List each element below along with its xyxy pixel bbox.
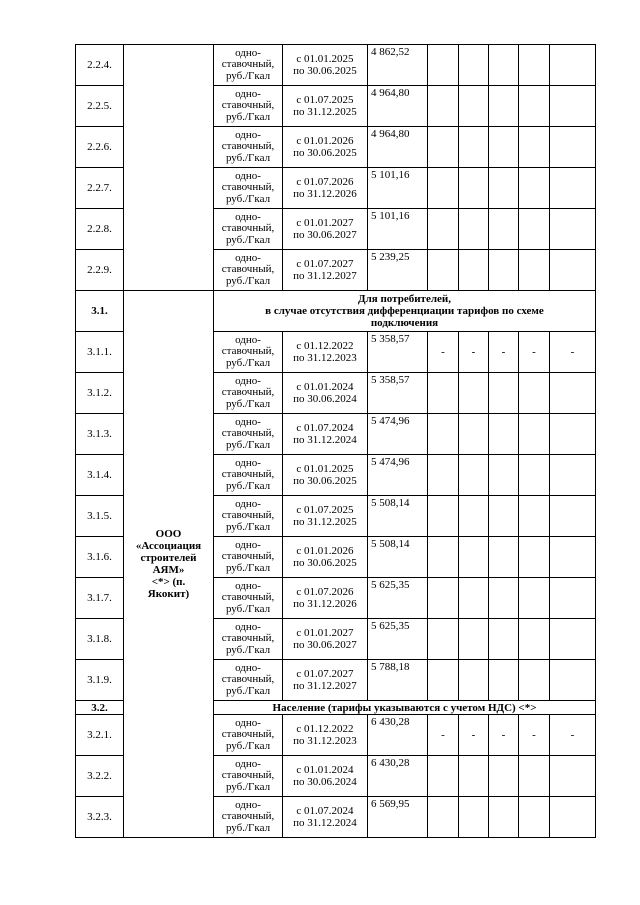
tariff-value: 5 101,16 — [368, 209, 428, 250]
extra-tariff-cell — [489, 660, 519, 701]
extra-tariff-cell — [428, 86, 459, 127]
period-to: по 31.12.2027 — [293, 680, 357, 692]
row-number: 3.1.2. — [76, 373, 124, 414]
tariff-type-text: одно-ставочный, руб./Гкал — [221, 798, 275, 834]
organization-name-line: Якокит) — [147, 588, 190, 600]
tariff-value: 5 788,18 — [368, 660, 428, 701]
section-number: 3.2. — [76, 701, 124, 715]
validity-period — [283, 496, 368, 537]
row-number: 3.1.9. — [76, 660, 124, 701]
period-to: по 30.06.2024 — [293, 776, 357, 788]
extra-tariff-cell — [489, 578, 519, 619]
extra-tariff-cell — [459, 496, 489, 537]
extra-tariff-cell — [459, 537, 489, 578]
tariff-type-text: одно-ставочный, руб./Гкал — [221, 46, 275, 82]
validity-period — [283, 455, 368, 496]
extra-tariff-cell: - — [459, 715, 489, 756]
period-from: с 01.12.2022 — [296, 723, 354, 735]
tariff-value: 5 358,57 — [368, 332, 428, 373]
row-number: 2.2.4. — [76, 45, 124, 86]
period-from: с 01.12.2022 — [296, 340, 354, 352]
extra-tariff-cell — [519, 537, 550, 578]
period-to: по 31.12.2026 — [293, 598, 357, 610]
period-to: по 31.12.2023 — [293, 735, 357, 747]
period-to: по 31.12.2024 — [293, 817, 357, 829]
period-from: с 01.01.2024 — [296, 764, 354, 776]
period-to: по 30.06.2027 — [293, 639, 357, 651]
period-from: с 01.07.2024 — [296, 422, 354, 434]
extra-tariff-cell — [489, 496, 519, 537]
tariff-type-text: одно-ставочный, руб./Гкал — [221, 757, 275, 793]
validity-period — [283, 619, 368, 660]
validity-period — [283, 127, 368, 168]
extra-tariff-cell: - — [550, 332, 596, 373]
extra-tariff-cell — [428, 168, 459, 209]
extra-tariff-cell — [550, 756, 596, 797]
extra-tariff-cell — [550, 619, 596, 660]
period-from: с 01.07.2027 — [296, 258, 354, 270]
period-from: с 01.07.2026 — [296, 176, 354, 188]
tariff-value: 6 430,28 — [368, 756, 428, 797]
period-from: с 01.07.2027 — [296, 668, 354, 680]
extra-tariff-cell — [428, 619, 459, 660]
extra-tariff-cell — [459, 168, 489, 209]
validity-period — [283, 209, 368, 250]
validity-period — [283, 373, 368, 414]
period-from: с 01.07.2025 — [296, 94, 354, 106]
extra-tariff-cell: - — [519, 715, 550, 756]
extra-tariff-cell — [489, 756, 519, 797]
tariff-type — [214, 660, 283, 701]
validity-period — [283, 45, 368, 86]
tariff-table — [75, 44, 596, 838]
validity-period — [283, 715, 368, 756]
tariff-type-text: одно-ставочный, руб./Гкал — [221, 210, 275, 246]
extra-tariff-cell — [428, 756, 459, 797]
extra-tariff-cell — [489, 250, 519, 291]
extra-tariff-cell — [519, 250, 550, 291]
extra-tariff-cell — [428, 127, 459, 168]
tariff-type — [214, 496, 283, 537]
extra-tariff-cell — [459, 797, 489, 838]
extra-tariff-cell — [550, 537, 596, 578]
extra-tariff-cell — [519, 455, 550, 496]
row-number: 2.2.7. — [76, 168, 124, 209]
validity-period — [283, 537, 368, 578]
extra-tariff-cell — [459, 619, 489, 660]
row-number: 2.2.6. — [76, 127, 124, 168]
extra-tariff-cell — [519, 619, 550, 660]
section-heading-line: Для потребителей, — [358, 293, 451, 305]
extra-tariff-cell — [519, 373, 550, 414]
row-number: 3.1.8. — [76, 619, 124, 660]
tariff-type — [214, 578, 283, 619]
extra-tariff-cell — [489, 127, 519, 168]
extra-tariff-cell — [519, 86, 550, 127]
organization-cell-empty — [124, 45, 214, 291]
period-from: с 01.01.2024 — [296, 381, 354, 393]
extra-tariff-cell: - — [489, 715, 519, 756]
extra-tariff-cell: - — [550, 715, 596, 756]
tariff-value: 5 474,96 — [368, 414, 428, 455]
tariff-type-text: одно-ставочный, руб./Гкал — [221, 497, 275, 533]
extra-tariff-cell — [428, 660, 459, 701]
tariff-type — [214, 537, 283, 578]
extra-tariff-cell — [550, 578, 596, 619]
period-to: по 30.06.2025 — [293, 475, 357, 487]
tariff-type-text: одно-ставочный, руб./Гкал — [221, 333, 275, 369]
extra-tariff-cell: - — [428, 332, 459, 373]
tariff-value: 5 101,16 — [368, 168, 428, 209]
row-number: 3.1.5. — [76, 496, 124, 537]
extra-tariff-cell — [428, 496, 459, 537]
extra-tariff-cell: - — [428, 715, 459, 756]
tariff-type-text: одно-ставочный, руб./Гкал — [221, 620, 275, 656]
tariff-value: 5 474,96 — [368, 455, 428, 496]
tariff-value: 5 625,35 — [368, 619, 428, 660]
extra-tariff-cell — [428, 578, 459, 619]
extra-tariff-cell — [550, 209, 596, 250]
tariff-value: 5 625,35 — [368, 578, 428, 619]
extra-tariff-cell — [550, 45, 596, 86]
row-number: 3.2.1. — [76, 715, 124, 756]
tariff-value: 6 430,28 — [368, 715, 428, 756]
extra-tariff-cell: - — [459, 332, 489, 373]
period-from: с 01.01.2025 — [296, 463, 354, 475]
extra-tariff-cell — [428, 414, 459, 455]
extra-tariff-cell — [489, 537, 519, 578]
extra-tariff-cell — [489, 209, 519, 250]
extra-tariff-cell — [459, 660, 489, 701]
period-to: по 30.06.2025 — [293, 557, 357, 569]
section-heading-line: в случае отсутствия дифференциации тарифов по схеме — [265, 305, 544, 317]
period-from: с 01.01.2026 — [296, 135, 354, 147]
section-heading-line: подключения — [370, 317, 439, 329]
validity-period — [283, 414, 368, 455]
extra-tariff-cell — [459, 578, 489, 619]
extra-tariff-cell — [519, 797, 550, 838]
extra-tariff-cell: - — [519, 332, 550, 373]
tariff-type-text: одно-ставочный, руб./Гкал — [221, 415, 275, 451]
tariff-type-text: одно-ставочный, руб./Гкал — [221, 456, 275, 492]
tariff-value: 4 862,52 — [368, 45, 428, 86]
extra-tariff-cell — [459, 250, 489, 291]
extra-tariff-cell — [519, 496, 550, 537]
extra-tariff-cell — [550, 86, 596, 127]
tariff-type — [214, 45, 283, 86]
tariff-type-text: одно-ставочный, руб./Гкал — [221, 579, 275, 615]
row-number: 3.1.7. — [76, 578, 124, 619]
section-heading — [214, 291, 596, 332]
tariff-type-text: одно-ставочный, руб./Гкал — [221, 251, 275, 287]
tariff-type — [214, 250, 283, 291]
tariff-type — [214, 455, 283, 496]
row-number: 3.1.3. — [76, 414, 124, 455]
period-to: по 31.12.2026 — [293, 188, 357, 200]
extra-tariff-cell — [428, 45, 459, 86]
tariff-value: 5 508,14 — [368, 496, 428, 537]
row-number: 3.2.3. — [76, 797, 124, 838]
period-from: с 01.07.2026 — [296, 586, 354, 598]
validity-period — [283, 250, 368, 291]
row-number: 2.2.9. — [76, 250, 124, 291]
row-number: 3.2.2. — [76, 756, 124, 797]
extra-tariff-cell — [550, 373, 596, 414]
extra-tariff-cell — [489, 455, 519, 496]
extra-tariff-cell — [459, 45, 489, 86]
extra-tariff-cell — [489, 619, 519, 660]
validity-period — [283, 168, 368, 209]
validity-period — [283, 86, 368, 127]
extra-tariff-cell — [519, 756, 550, 797]
tariff-value: 4 964,80 — [368, 86, 428, 127]
tariff-type-text: одно-ставочный, руб./Гкал — [221, 87, 275, 123]
organization-name-line: ООО — [155, 528, 182, 540]
validity-period — [283, 660, 368, 701]
extra-tariff-cell — [428, 797, 459, 838]
tariff-type — [214, 715, 283, 756]
extra-tariff-cell — [489, 414, 519, 455]
tariff-type — [214, 619, 283, 660]
tariff-type — [214, 414, 283, 455]
period-from: с 01.07.2025 — [296, 504, 354, 516]
subsection-heading: Население (тарифы указываются с учетом НДС) <*> — [214, 701, 596, 715]
extra-tariff-cell — [489, 86, 519, 127]
extra-tariff-cell — [550, 414, 596, 455]
extra-tariff-cell — [428, 373, 459, 414]
extra-tariff-cell — [519, 168, 550, 209]
extra-tariff-cell — [550, 496, 596, 537]
extra-tariff-cell: - — [489, 332, 519, 373]
section-number: 3.1. — [76, 291, 124, 332]
organization-name-line: <*> (п. — [151, 576, 186, 588]
row-number: 2.2.5. — [76, 86, 124, 127]
row-number: 2.2.8. — [76, 209, 124, 250]
period-from: с 01.07.2024 — [296, 805, 354, 817]
tariff-type-text: одно-ставочный, руб./Гкал — [221, 128, 275, 164]
extra-tariff-cell — [550, 168, 596, 209]
extra-tariff-cell — [459, 373, 489, 414]
extra-tariff-cell — [459, 455, 489, 496]
period-to: по 31.12.2025 — [293, 106, 357, 118]
tariff-type-text: одно-ставочный, руб./Гкал — [221, 661, 275, 697]
period-from: с 01.01.2026 — [296, 545, 354, 557]
period-to: по 31.12.2023 — [293, 352, 357, 364]
period-to: по 30.06.2025 — [293, 65, 357, 77]
tariff-type-text: одно-ставочный, руб./Гкал — [221, 374, 275, 410]
tariff-value: 6 569,95 — [368, 797, 428, 838]
period-to: по 31.12.2024 — [293, 434, 357, 446]
tariff-value: 4 964,80 — [368, 127, 428, 168]
organization-cell — [124, 291, 214, 838]
tariff-type — [214, 86, 283, 127]
extra-tariff-cell — [428, 209, 459, 250]
tariff-value: 5 508,14 — [368, 537, 428, 578]
tariff-type-text: одно-ставочный, руб./Гкал — [221, 169, 275, 205]
extra-tariff-cell — [459, 127, 489, 168]
extra-tariff-cell — [550, 660, 596, 701]
tariff-type — [214, 373, 283, 414]
row-number: 3.1.1. — [76, 332, 124, 373]
extra-tariff-cell — [519, 45, 550, 86]
extra-tariff-cell — [428, 537, 459, 578]
organization-name-line: «Ассоциация — [135, 540, 202, 552]
period-from: с 01.01.2027 — [296, 217, 354, 229]
tariff-type — [214, 332, 283, 373]
tariff-type-text: одно-ставочный, руб./Гкал — [221, 538, 275, 574]
organization-name-line: строителей — [140, 552, 197, 564]
extra-tariff-cell — [550, 455, 596, 496]
extra-tariff-cell — [459, 756, 489, 797]
extra-tariff-cell — [519, 127, 550, 168]
tariff-value: 5 358,57 — [368, 373, 428, 414]
tariff-type — [214, 209, 283, 250]
extra-tariff-cell — [519, 578, 550, 619]
validity-period — [283, 332, 368, 373]
extra-tariff-cell — [489, 45, 519, 86]
extra-tariff-cell — [428, 455, 459, 496]
period-to: по 30.06.2025 — [293, 147, 357, 159]
tariff-value: 5 239,25 — [368, 250, 428, 291]
extra-tariff-cell — [459, 414, 489, 455]
extra-tariff-cell — [459, 209, 489, 250]
period-to: по 31.12.2027 — [293, 270, 357, 282]
tariff-type — [214, 127, 283, 168]
extra-tariff-cell — [489, 797, 519, 838]
row-number: 3.1.6. — [76, 537, 124, 578]
extra-tariff-cell — [550, 127, 596, 168]
extra-tariff-cell — [550, 250, 596, 291]
extra-tariff-cell — [489, 168, 519, 209]
tariff-type — [214, 168, 283, 209]
organization-name-line: АЯМ» — [152, 564, 185, 576]
period-to: по 30.06.2027 — [293, 229, 357, 241]
period-from: с 01.01.2025 — [296, 53, 354, 65]
extra-tariff-cell — [489, 373, 519, 414]
extra-tariff-cell — [459, 86, 489, 127]
period-to: по 30.06.2024 — [293, 393, 357, 405]
row-number: 3.1.4. — [76, 455, 124, 496]
tariff-type — [214, 756, 283, 797]
extra-tariff-cell — [519, 414, 550, 455]
tariff-type-text: одно-ставочный, руб./Гкал — [221, 716, 275, 752]
extra-tariff-cell — [428, 250, 459, 291]
period-to: по 31.12.2025 — [293, 516, 357, 528]
period-from: с 01.01.2027 — [296, 627, 354, 639]
tariff-type — [214, 797, 283, 838]
validity-period — [283, 797, 368, 838]
validity-period — [283, 756, 368, 797]
extra-tariff-cell — [550, 797, 596, 838]
extra-tariff-cell — [519, 209, 550, 250]
validity-period — [283, 578, 368, 619]
extra-tariff-cell — [519, 660, 550, 701]
